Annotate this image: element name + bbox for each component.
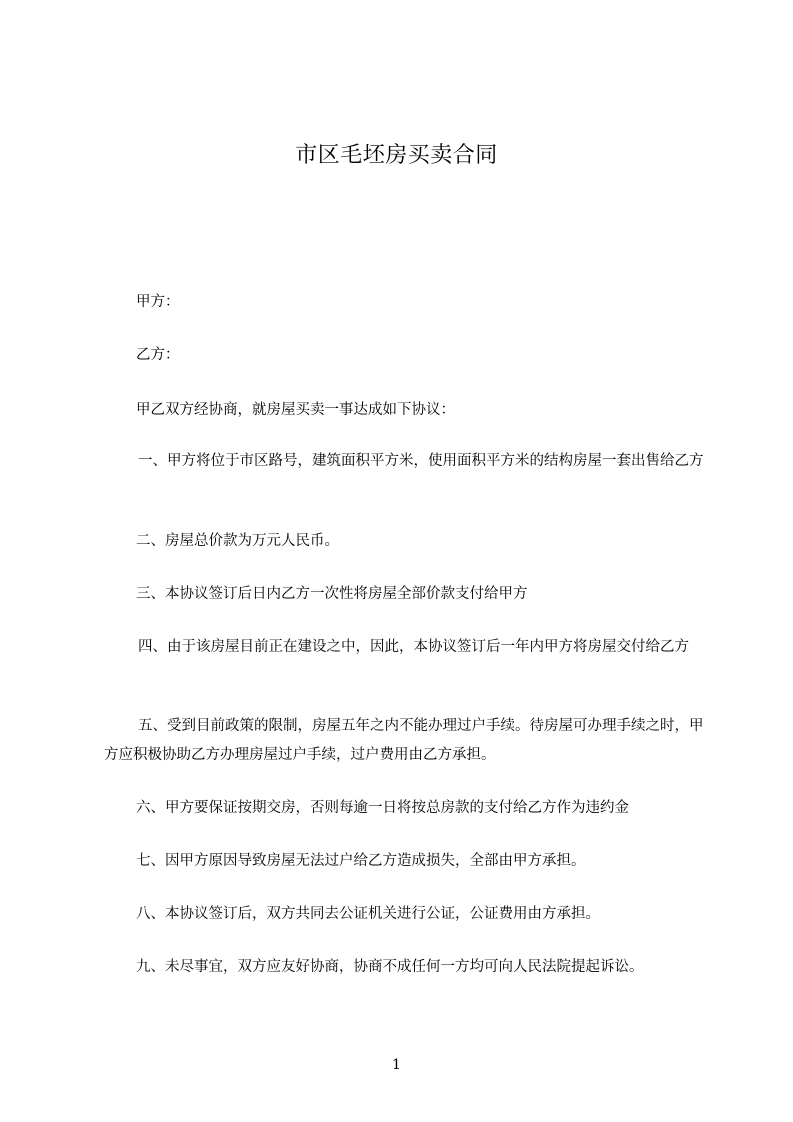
clause-9: 九、未尽事宜，双方应友好协商，协商不成任何一方均可向人民法院提起诉讼。 (136, 959, 644, 975)
clause-4: 四、由于该房屋目前正在建设之中，因此，本协议签订后一年内甲方将房屋交付给乙方 (138, 639, 689, 655)
page-number: 1 (392, 1057, 401, 1073)
clause-1: 一、甲方将位于市区路号，建筑面积平方米，使用面积平方米的结构房屋一套出售给乙方 (138, 453, 704, 469)
party-b-line: 乙方： (136, 347, 180, 363)
contract-title: 市区毛坯房买卖合同 (295, 143, 498, 168)
clause-8: 八、本协议签订后，双方共同去公证机关进行公证，公证费用由方承担。 (136, 906, 600, 922)
clause-5: 五、受到目前政策的限制，房屋五年之内不能办理过户手续。待房屋可办理手续之时，甲方应积极协助乙方办理房屋过户手续，过户费用由乙方承担。 (104, 718, 704, 763)
party-a-line: 甲方： (136, 294, 180, 310)
clause-7: 七、因甲方原因导致房屋无法过户给乙方造成损失，全部由甲方承担。 (136, 853, 586, 869)
clause-2: 二、房屋总价款为万元人民币。 (136, 533, 339, 549)
clause-3: 三、本协议签订后日内乙方一次性将房屋全部价款支付给甲方 (136, 586, 528, 602)
clause-6: 六、甲方要保证按期交房，否则每逾一日将按总房款的支付给乙方作为违约金 (136, 800, 629, 816)
intro-paragraph: 甲乙双方经协商，就房屋买卖一事达成如下协议： (136, 402, 455, 418)
